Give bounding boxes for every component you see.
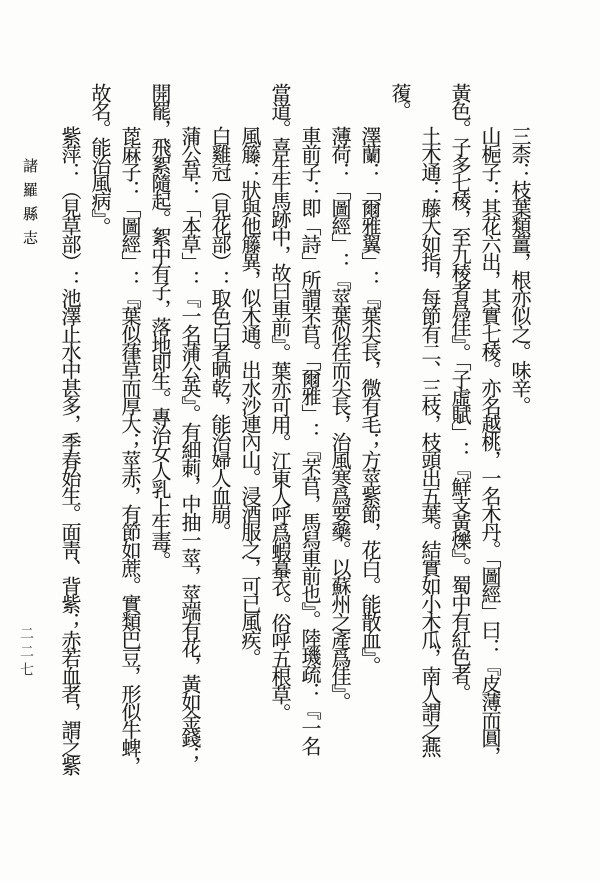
entry-continuation-column: 當道。喜生牛馬跡中，故曰車前』。葉亦可用。江東人呼爲蝦蟇衣。俗呼五根草。	[268, 83, 292, 721]
entry-column: 車前子：即「詩」所謂芣苢。「爾雅」：『芣苢，馬舄車前也』。陸璣疏：『一名	[298, 126, 322, 754]
entry-continuation-column: 蕧。	[388, 83, 412, 119]
entry-column: 山梔子：其花六出，其實七稜。亦名越桃，一名木丹。「圖經」曰：『皮薄而圓，	[478, 126, 502, 764]
entry-column: 萞麻子：「圖經」：『葉似葎草而厚大；莖赤，有節如蔗。實類巴豆，形似牛蜱，	[118, 126, 142, 774]
entry-continuation-column: 故名。能治風病』。	[88, 83, 112, 235]
book-title-margin: 諸羅縣志	[21, 158, 39, 254]
entry-continuation-column: 黃色。子多七稜，至九稜者爲佳』。「子虛賦」：『鮮支黃爍』。蜀中有紅色者。	[448, 83, 472, 701]
entry-column: 蒲公草：「本草」：『一名蒲公英』。有細莿，中抽一莖，莖端有花，黃如金錢；	[178, 126, 202, 764]
entry-column: 澤蘭：「爾雅翼」：『葉尖長，微有毛；方莖紫節，花白。能散血』。	[358, 126, 382, 674]
page-number: 二二七	[18, 626, 34, 680]
entry-column: 紫萍：（見草部）：池澤止水中甚多，季春始生。面靑、背紫；赤若血者，謂之紫	[58, 126, 82, 774]
entry-continuation-column: 開罷，飛絮隨起。絮中有子，落地即生。專治女人乳上生毒。	[148, 83, 172, 569]
entry-column: 薄荷：「圖經」：『莖葉似荏而尖長，治風寒爲要藥。以蘇州之產爲佳』。	[328, 126, 352, 710]
entry-column: 土木通：藤大如指，每節有二、三枝，枝頭出五葉。結實如小木瓜，南人謂之燕	[418, 126, 442, 756]
entry-column: 白雞冠（見花部）：取色白者晒乾，能治婦人血崩。	[208, 126, 232, 540]
entry-column: 三柰：枝葉類薑，根亦似之。味辛。	[508, 126, 532, 414]
entry-column: 風籐：狀與他籐異，似木通。出水沙連內山。浸酒服之，可已風疾。	[238, 126, 262, 666]
